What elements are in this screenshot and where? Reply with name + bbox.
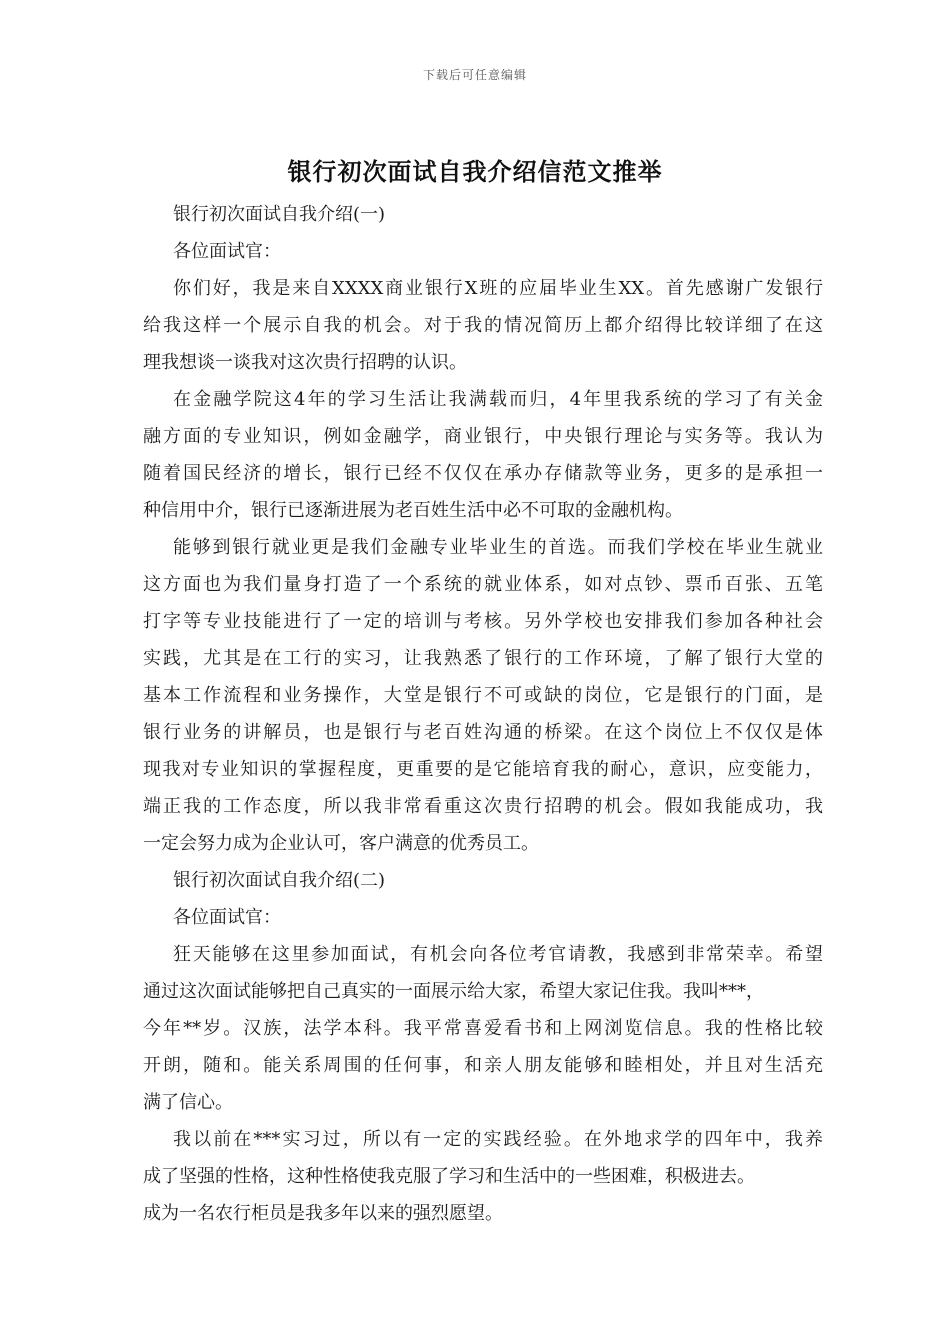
text-line: 基本工作流程和业务操作，大堂是银行不可或缺的岗位，它是银行的门面，是 xyxy=(143,685,823,706)
text-line: 满了信心。 xyxy=(143,1092,233,1113)
text-line: 成了坚强的性格，这种性格使我克服了学习和生活中的一些困难，积极进去。 xyxy=(143,1166,755,1187)
text-line: 通过这次面试能够把自己真实的一面展示给大家，希望大家记住我。我叫***， xyxy=(143,981,764,1002)
text-line: 成为一名农行柜员是我多年以来的强烈愿望。 xyxy=(143,1203,503,1224)
text-line: 打字等专业技能进行了一定的培训与考核。另外学校也安排我们参加各种社会 xyxy=(143,611,823,632)
text-line: 端正我的工作态度，所以我非常看重这次贵行招聘的机会。假如我能成功，我 xyxy=(143,796,823,817)
text-line: 各位面试官： xyxy=(173,907,281,928)
text-line: 种信用中介，银行已逐渐进展为老百姓生活中必不可取的金融机构。 xyxy=(143,500,683,521)
text-line: 融方面的专业知识，例如金融学，商业银行，中央银行理论与实务等。我认为 xyxy=(143,426,823,447)
text-line: 你们好，我是来自XXXX商业银行X班的应届毕业生XX。首先感谢广发银行 xyxy=(173,278,823,299)
text-line: 银行业务的讲解员，也是银行与老百姓沟通的桥梁。在这个岗位上不仅仅是体 xyxy=(143,722,823,743)
text-line: 各位面试官： xyxy=(173,241,281,262)
text-line: 一定会努力成为企业认可，客户满意的优秀员工。 xyxy=(143,833,539,854)
text-line: 银行初次面试自我介绍(二) xyxy=(173,870,386,891)
text-line: 给我这样一个展示自我的机会。对于我的情况简历上都介绍得比较详细了在这 xyxy=(143,315,823,336)
text-line: 这方面也为我们量身打造了一个系统的就业体系，如对点钞、票币百张、五笔 xyxy=(143,574,823,595)
text-line: 我以前在***实习过，所以有一定的实践经验。在外地求学的四年中，我养 xyxy=(173,1129,823,1150)
text-line: 理我想谈一谈我对这次贵行招聘的认识。 xyxy=(143,352,467,373)
text-line: 现我对专业知识的掌握程度，更重要的是它能培育我的耐心，意识，应变能力， xyxy=(143,759,823,780)
document-title: 银行初次面试自我介绍信范文推举 xyxy=(287,157,663,186)
header-note: 下载后可任意编辑 xyxy=(422,68,527,82)
text-line: 实践，尤其是在工行的实习，让我熟悉了银行的工作环境，了解了银行大堂的 xyxy=(143,648,823,669)
text-line: 银行初次面试自我介绍(一) xyxy=(173,204,386,225)
document-body xyxy=(143,196,823,1232)
text-line: 今年**岁。汉族，法学本科。我平常喜爱看书和上网浏览信息。我的性格比较 xyxy=(143,1018,823,1039)
text-line: 随着国民经济的增长，银行已经不仅仅在承办存储款等业务，更多的是承担一 xyxy=(143,463,823,484)
text-line: 开朗，随和。能关系周围的任何事，和亲人朋友能够和睦相处，并且对生活充 xyxy=(143,1055,823,1076)
text-line: 狂天能够在这里参加面试，有机会向各位考官请教，我感到非常荣幸。希望 xyxy=(173,944,823,965)
text-line: 能够到银行就业更是我们金融专业毕业生的首选。而我们学校在毕业生就业 xyxy=(173,537,823,558)
text-line: 在金融学院这4年的学习生活让我满载而归，4年里我系统的学习了有关金 xyxy=(173,389,823,410)
